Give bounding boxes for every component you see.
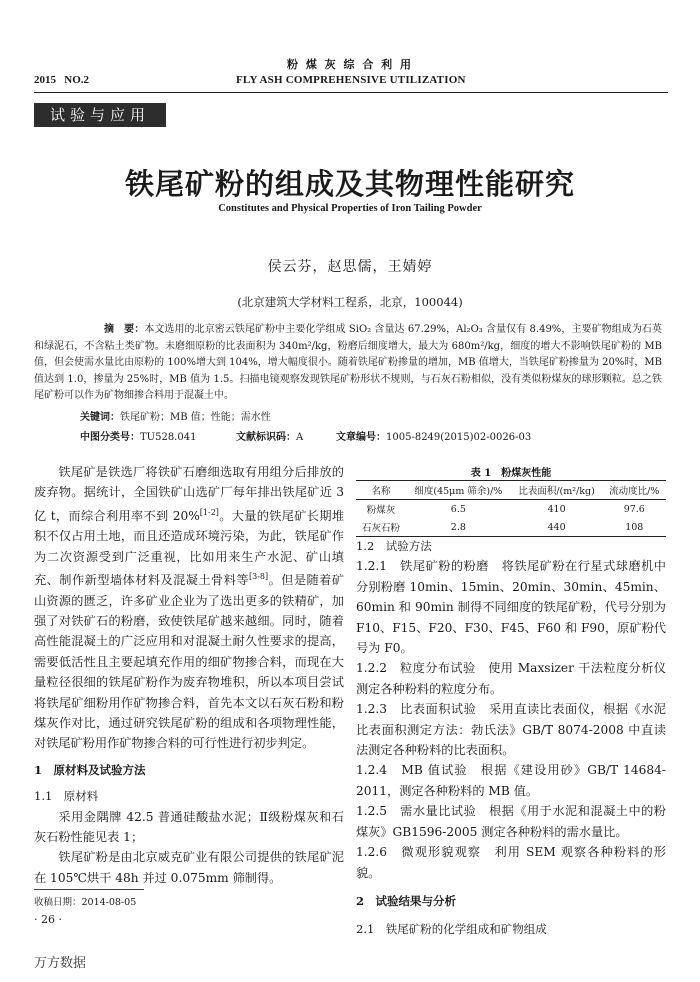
table-cell: 440: [547, 521, 566, 533]
method-1-2-4: 1.2.4 MB 值试验 根据《建设用砂》GB/T 14684-2011，测定各种粉料的 MB 值。: [356, 763, 666, 798]
left-column: [34, 462, 344, 888]
clc-line: [80, 428, 196, 443]
table-cell: 108: [625, 521, 644, 533]
table-header-cell: 比表面积/(m²/kg): [518, 486, 595, 497]
table-header-cell: 名称: [371, 486, 391, 497]
affiliation: (北京建筑大学材料工程系，北京，100044): [237, 295, 463, 309]
section-1-2-heading: 1.2 试验方法: [356, 539, 432, 553]
table-cell: 石灰石粉: [362, 523, 401, 534]
table-header-cell: 细度(45μm 筛余)/%: [414, 486, 503, 497]
table-cell: 2.8: [450, 521, 466, 533]
article-no: 1005-8249(2015)02-0026-03: [386, 432, 532, 443]
table-row: [356, 518, 666, 537]
section-2-heading: 2 试验结果与分析: [356, 893, 457, 908]
abstract-text: 本文选用的北京密云铁尾矿粉中主要化学组成 SiO₂ 含量达 67.29%，Al₂O₃ 含量仅有 8.49%，主要矿物组成为石英和绿泥石，不含粘土类矿物。未磨细原粉的比表面积为 340m²/kg，粉磨后细度增大，最大为 680m²/kg，细度的增大不影响铁尾矿粉的 MB 值，但会使需水量比由原粉的 100%增大到 104%，增大幅度很小。随着铁尾矿粉掺量的增加，MB 值增大，当铁尾矿粉掺量为 20%时，MB 值达到 1.0，掺量为 25%时，MB 值为 1.5。扫描电镜观察发现铁尾矿粉形状不规则，与石灰石粉相似，没有类似粉煤灰的球形颗粒。总之铁尾矿粉可以作为矿物细掺合料用于混凝土中。: [34, 324, 662, 401]
materials-paragraph: 采用金隅牌 42.5 普通硅酸盐水泥；Ⅱ级粉煤灰和石灰石粉性能见表 1；: [34, 809, 344, 845]
issue-number: 2015 NO.2: [34, 74, 89, 86]
method-1-2-3: 1.2.3 比表面积试验 采用直读比表面仪，根据《水泥比表面积测定方法：勃氏法》GB/T 8074-2008 中直读法测定各种粉料的比表面积。: [356, 702, 666, 758]
table-header-row: [356, 481, 666, 500]
received-date: 收稿日期：2014-08-05: [34, 897, 137, 908]
intro-paragraph: 铁尾矿是铁选厂将铁矿石磨细选取有用组分后排放的废弃物。据统计，全国铁矿山选矿厂每年排出铁尾矿近 3 亿 t，而综合利用率不到 20%[1-2]。大量的铁尾矿长期堆积不仅占用土地，而且还造成环境污染，为此，铁尾矿作为二次资源受到广泛重视，比如用来生产水泥、矿山填充、制作新型墙体材料及混凝土骨料等[3-8]。但是随着矿山资源的匮乏，许多矿业企业为了选出更多的铁精矿，加强了对铁矿石的粉磨，致使铁尾矿越来越细。同时，随着高性能混凝土的广泛应用和对混凝土耐久性要求的提高，需要低活性且主要起填充作用的细矿物掺合料，而现在大量粒径很细的铁尾矿粉作为废弃物堆积，所以本项目尝试将铁尾矿细粉用作矿物掺合料，首先本文以石灰石粉和粉煤灰作对比，通过研究铁尾矿粉的组成和各项物理性能，对铁尾矿粉用作矿物掺合料的可行性进行初步判定。: [34, 465, 345, 751]
journal-name-cn: 粉 煤 灰 综 合 利 用: [287, 58, 413, 71]
table-cell: 97.6: [623, 503, 645, 515]
table-cell: 粉煤灰: [366, 505, 396, 516]
journal-name-en: FLY ASH COMPREHENSIVE UTILIZATION: [236, 74, 466, 86]
doc-code-label: 文献标识码：: [236, 432, 296, 443]
section-1-1-heading: 1.1 原材料: [34, 789, 99, 804]
footnote-rule: [34, 889, 144, 890]
article-title: 铁尾矿粉的组成及其物理性能研究: [124, 167, 575, 201]
table-1-title: 表 1 粉煤灰性能: [470, 468, 552, 479]
header-rule: [34, 92, 668, 93]
method-1-2-1: 1.2.1 铁尾矿粉的粉磨 将铁尾矿粉在行星式球磨机中分别粉磨 10min、15min、20min、30min、45min、60min 和 90min 制得不同细度的铁尾矿粉，代号分别为 F10、F15、F20、F30、F45、F60 和 F90，原矿粉代号为 F0。: [356, 559, 666, 656]
article-title-en: Constitutes and Physical Properties of Iron Tailing Powder: [218, 203, 482, 214]
right-column: [356, 536, 666, 940]
doc-code-line: [236, 428, 303, 443]
method-1-2-2: 1.2.2 粒度分布试验 使用 Maxsizer 干法粒度分析仪测定各种粉料的粒度分布。: [356, 661, 666, 696]
clc-label: 中图分类号：: [80, 432, 140, 443]
method-1-2-6: 1.2.6 微观形貌观察 利用 SEM 观察各种粉料的形貌。: [356, 845, 666, 880]
section-1-heading: 1 原材料及试验方法: [34, 762, 146, 777]
table-header-cell: 流动度比/%: [609, 486, 660, 497]
table-1: [356, 480, 666, 537]
ref-1-2: [1-2]: [199, 507, 219, 517]
clc: TU528.041: [140, 432, 197, 443]
section-2-1-heading: 2.1 铁尾矿粉的化学组成和矿物组成: [356, 922, 547, 937]
article-no-label: 文章编号：: [336, 432, 386, 443]
tailing-paragraph: 铁尾矿粉是由北京威克矿业有限公司提供的铁尾矿泥在 105℃烘干 48h 并过 0.075mm 筛制得。: [34, 850, 344, 885]
table-row: [356, 500, 666, 519]
keywords-line: [80, 408, 271, 423]
abstract-label: 摘 要：: [104, 324, 145, 335]
page-number: · 26 ·: [34, 913, 62, 926]
doc-code: A: [296, 432, 304, 443]
keywords-label: 关键词：: [80, 412, 120, 423]
watermark: 万方数据: [34, 956, 87, 971]
authors: 侯云芬，赵思儒，王婧婷: [267, 259, 433, 275]
table-cell: 6.5: [450, 503, 466, 515]
method-1-2-5: 1.2.5 需水量比试验 根据《用于水泥和混凝土中的粉煤灰》GB1596-2005 测定各种粉料的需水量比。: [356, 804, 666, 839]
abstract: [34, 322, 662, 405]
keywords: 铁尾矿粉；MB 值；性能；需水性: [120, 412, 271, 423]
table-cell: 410: [547, 503, 566, 515]
section-label: 试验与应用: [34, 103, 166, 127]
ref-3-8: [3-8]: [249, 572, 269, 582]
article-no-line: [336, 428, 531, 443]
